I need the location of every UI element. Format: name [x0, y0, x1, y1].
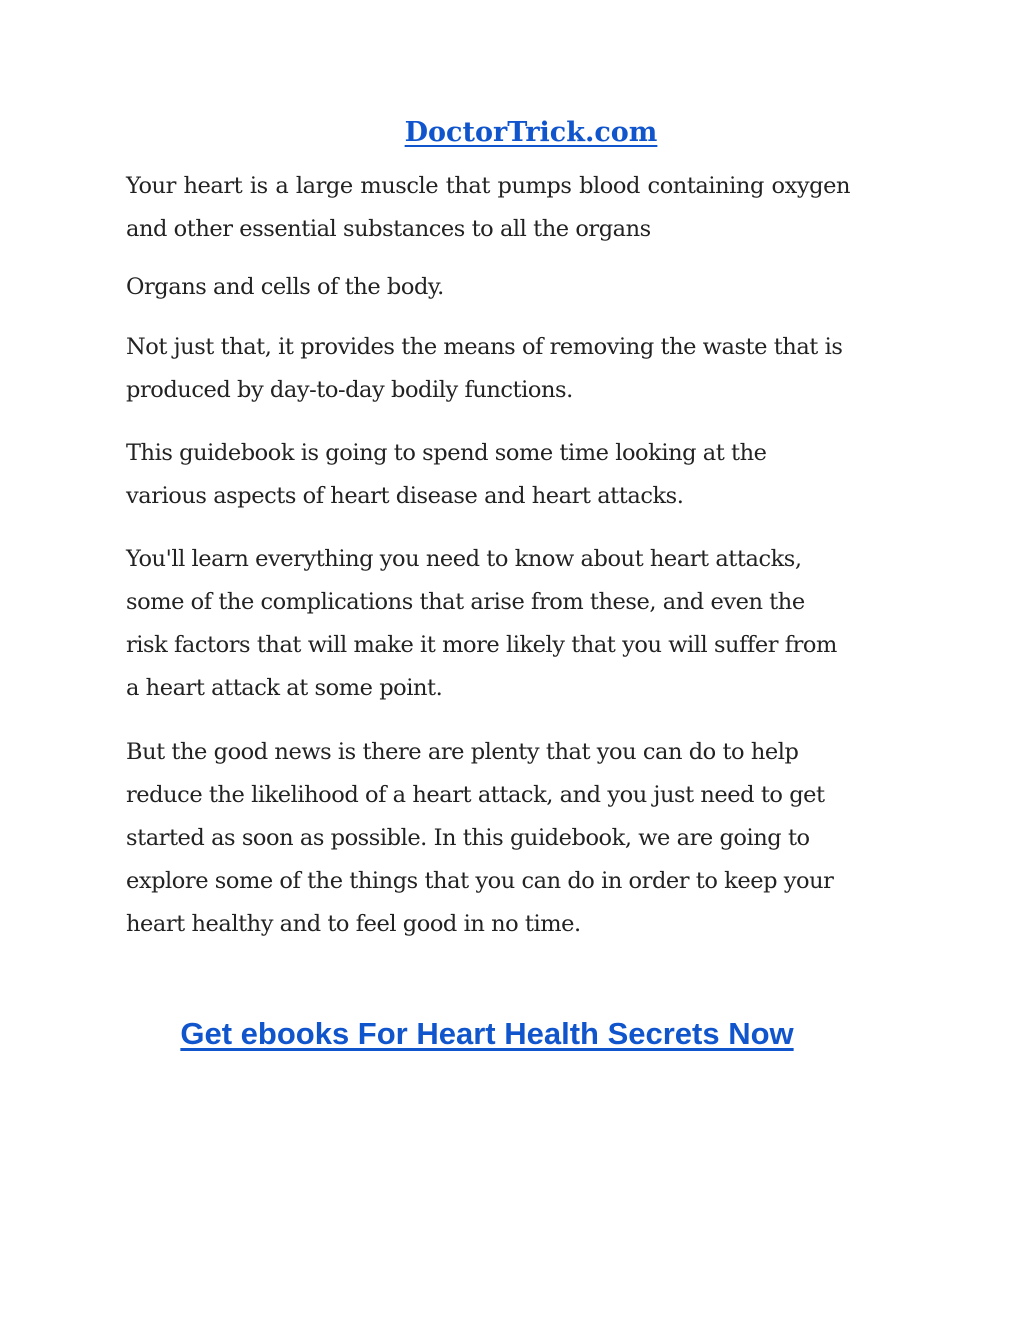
- paragraph-waste-removal: Not just that, it provides the means of removing the waste that is produced by day-to-day bodily functions.: [126, 334, 843, 403]
- paragraph-learn-heart-attacks: You'll learn everything you need to know about heart attacks, some of the complications that arise from these, and even the risk factors that will make it more likely that you will suffer from a heart attack at some point.: [126, 546, 837, 701]
- paragraph-heart-intro: Your heart is a large muscle that pumps blood containing oxygen and other essential substances to all the organs: [126, 173, 850, 242]
- paragraph-good-news: But the good news is there are plenty that you can do to help reduce the likelihood of a heart attack, and you just need to get started as soon as possible. In this guidebook, we are going to explore some of the things that you can do in order to keep your heart healthy and to feel good in no time.: [126, 739, 834, 937]
- site-link[interactable]: DoctorTrick.com: [404, 117, 658, 148]
- get-ebooks-link[interactable]: Get ebooks For Heart Health Secrets Now: [180, 1016, 794, 1051]
- paragraph-guidebook-scope: This guidebook is going to spend some time looking at the various aspects of heart disease and heart attacks.: [126, 440, 767, 509]
- paragraph-organs-cells: Organs and cells of the body.: [126, 274, 444, 300]
